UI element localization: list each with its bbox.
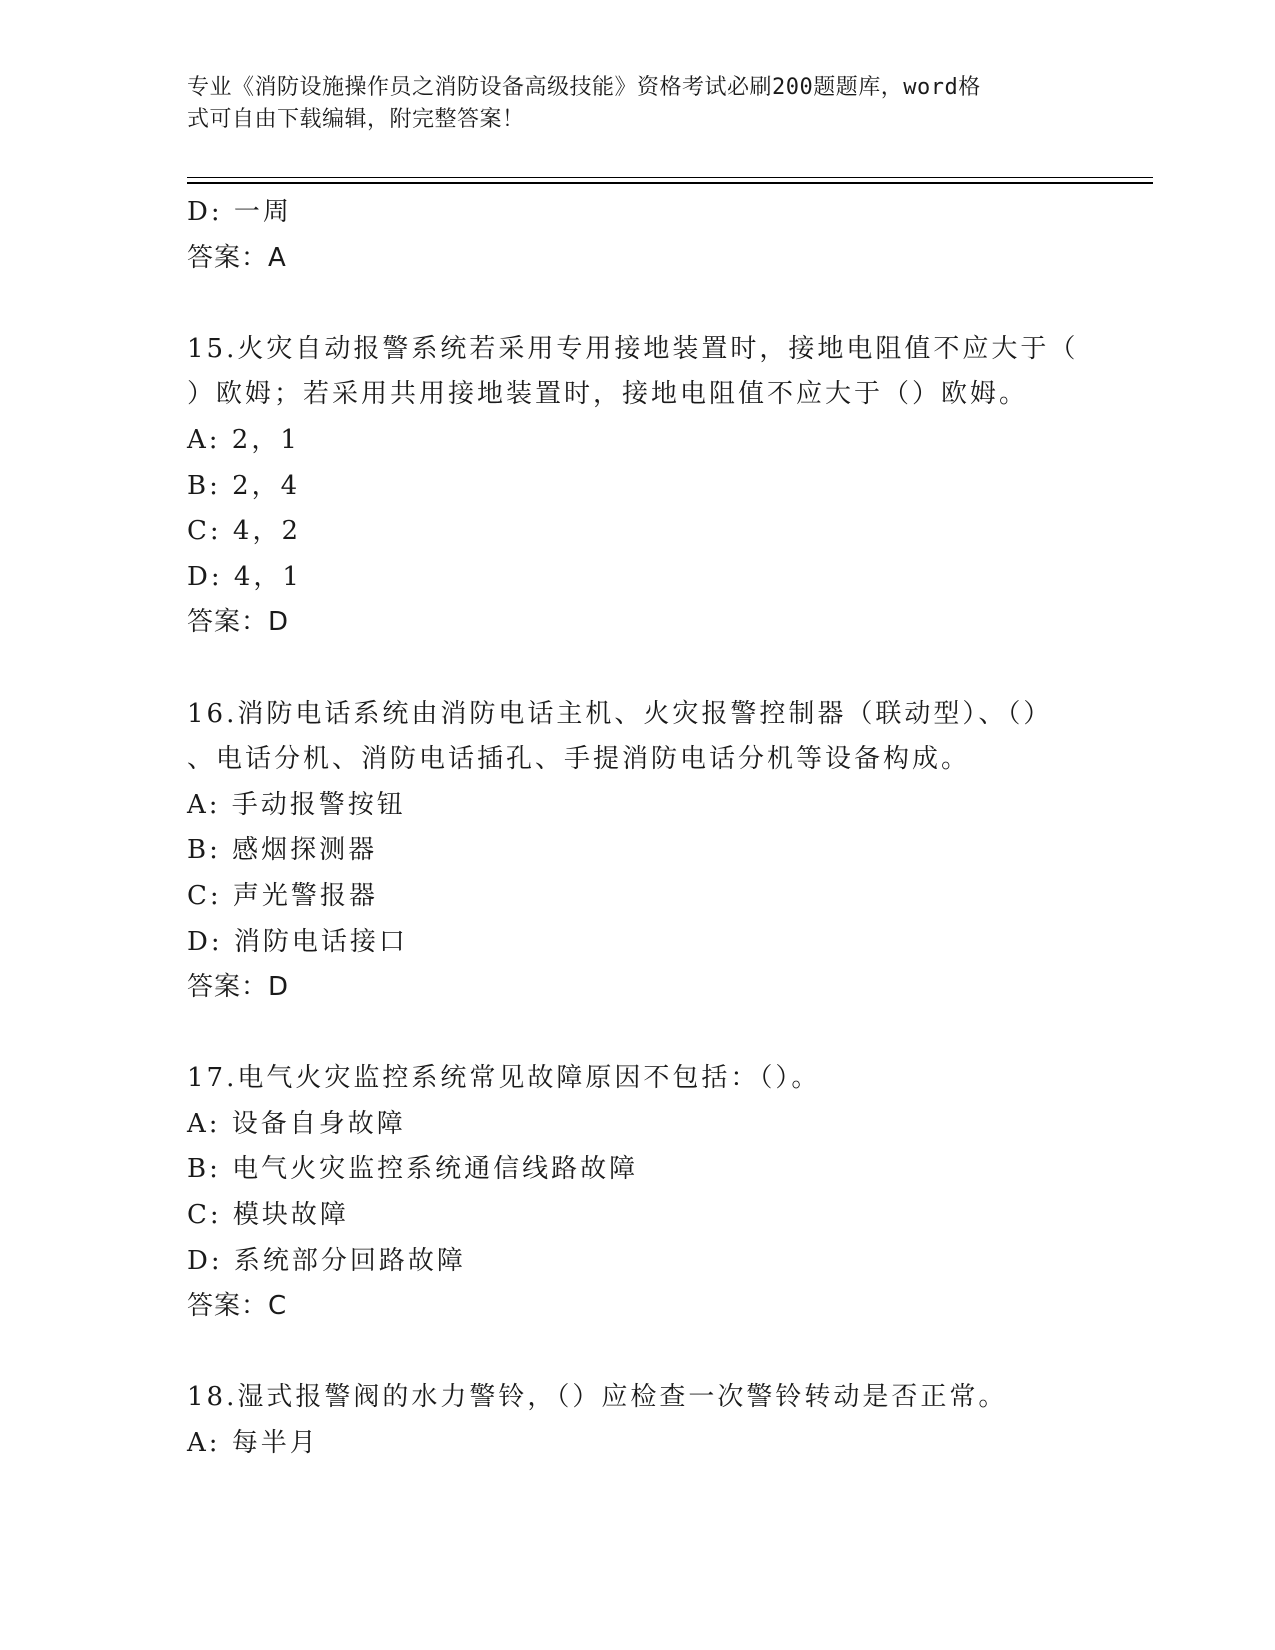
answer-line: 答案：D bbox=[187, 607, 290, 638]
option-a: A: 2，1 bbox=[187, 424, 300, 455]
option-a: A: 手动报警按钮 bbox=[187, 789, 406, 820]
header-divider-thick bbox=[187, 182, 1153, 184]
option-a: A: 设备自身故障 bbox=[187, 1108, 406, 1139]
answer-line: 答案：A bbox=[187, 242, 287, 273]
spacer bbox=[187, 1330, 1087, 1376]
question-text-continued: 、电话分机、消防电话插孔、手提消防电话分机等设备构成。 bbox=[187, 744, 971, 775]
header-title-line-2: 式可自由下载编辑，附完整答案！ bbox=[187, 107, 525, 132]
spacer bbox=[187, 1011, 1087, 1057]
header-title-line-1: 专业《消防设施操作员之消防设备高级技能》资格考试必刷200题题库，word格 bbox=[187, 75, 981, 100]
option-c: C: 声光警报器 bbox=[187, 880, 378, 911]
option-b: B: 电气火灾监控系统通信线路故障 bbox=[187, 1154, 639, 1185]
answer-line: 答案：C bbox=[187, 1291, 288, 1322]
header-divider-thin bbox=[187, 177, 1153, 178]
option-d: D: 消防电话接口 bbox=[187, 926, 408, 957]
question-block-17 bbox=[187, 1056, 1087, 1330]
page-header bbox=[187, 72, 1067, 136]
question-block-16 bbox=[187, 692, 1087, 1011]
option-d: D: 系统部分回路故障 bbox=[187, 1245, 466, 1276]
option-b: B: 感烟探测器 bbox=[187, 835, 378, 866]
spacer bbox=[187, 646, 1087, 692]
option-b: B: 2，4 bbox=[187, 470, 301, 501]
question-text-continued: ）欧姆；若采用共用接地装置时，接地电阻值不应大于（）欧姆。 bbox=[187, 379, 1029, 410]
question-text: 16.消防电话系统由消防电话主机、火灾报警控制器（联动型）、（） bbox=[187, 698, 1053, 729]
answer-line: 答案：D bbox=[187, 972, 290, 1003]
spacer bbox=[187, 281, 1087, 327]
option-c: C: 4，2 bbox=[187, 516, 302, 547]
question-text: 18.湿式报警阀的水力警铃，（）应检查一次警铃转动是否正常。 bbox=[187, 1382, 1008, 1413]
option-c: C: 模块故障 bbox=[187, 1200, 349, 1231]
option-a: A: 每半月 bbox=[187, 1428, 319, 1459]
option-d: D: 4，1 bbox=[187, 561, 302, 592]
question-block-18 bbox=[187, 1375, 1087, 1466]
option-d: D: 一周 bbox=[187, 197, 292, 227]
document-body bbox=[187, 190, 1087, 1467]
question-text: 17.电气火灾监控系统常见故障原因不包括：（）。 bbox=[187, 1063, 821, 1094]
question-block-15 bbox=[187, 327, 1087, 646]
question-text: 15.火灾自动报警系统若采用专用接地装置时，接地电阻值不应大于（ bbox=[187, 333, 1079, 364]
